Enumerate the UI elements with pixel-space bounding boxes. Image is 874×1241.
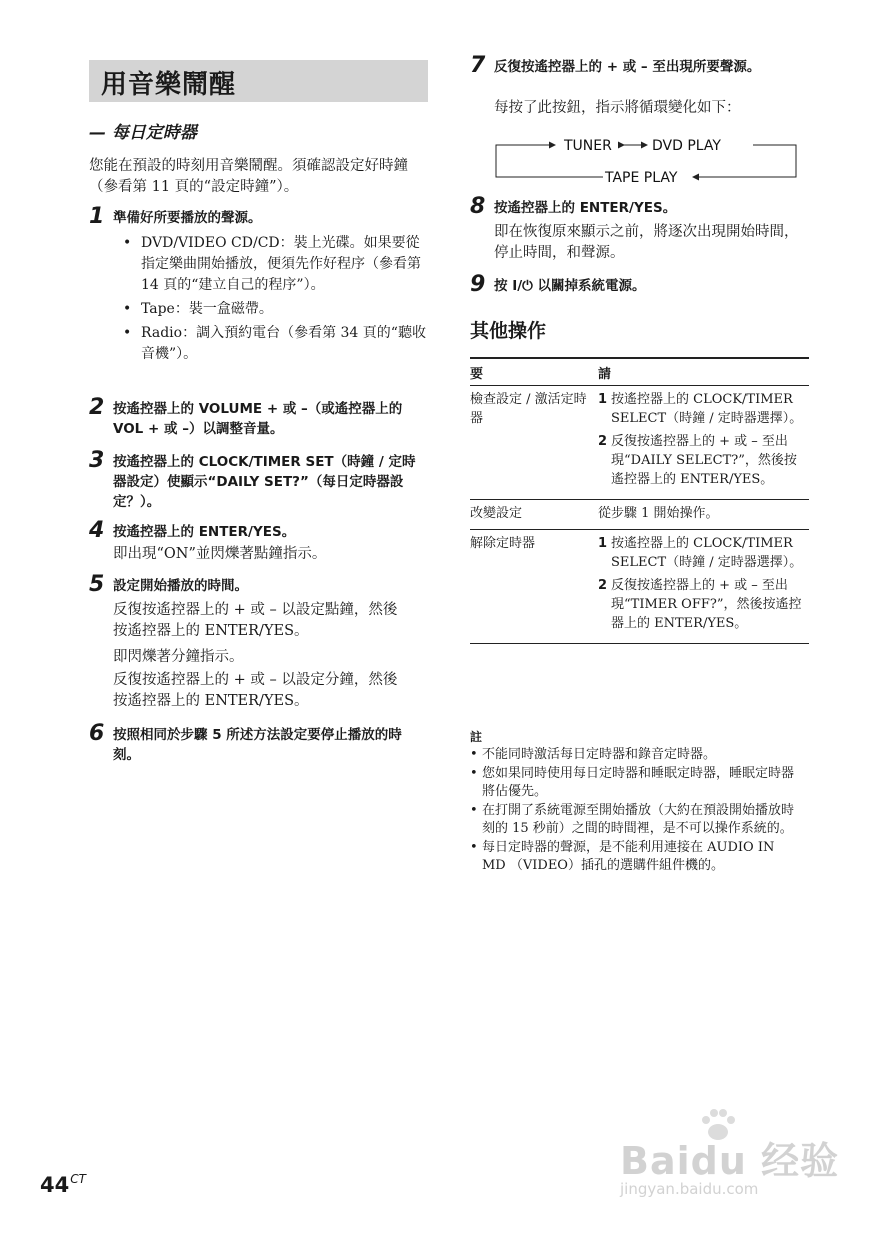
step-body: 每按了此按鈕，指示將循環變化如下： (494, 100, 741, 116)
section-subtitle: — 每日定時器 (89, 123, 197, 143)
step-heading: 按遙控器上的 VOLUME + 或 –（或遙控器上的 VOL + 或 –）以調整音量。 (113, 401, 403, 437)
step-body: 即出現“ON”並閃爍著點鐘指示。 (113, 546, 327, 562)
table-row (470, 530, 809, 644)
watermark-brand: Baidu 经验 (620, 1139, 840, 1183)
substep: 1 按遙控器上的 CLOCK/TIMER SELECT（時鐘 / 定時器選擇）。 (598, 536, 803, 570)
substep-text: 按遙控器上的 CLOCK/TIMER SELECT（時鐘 / 定時器選擇）。 (611, 392, 803, 426)
step-6 (89, 721, 429, 769)
source-cycle-diagram (495, 133, 798, 185)
step-number: 2 (89, 395, 105, 420)
substep: 1 按遙控器上的 CLOCK/TIMER SELECT（時鐘 / 定時器選擇）。 (598, 392, 803, 426)
step-heading: 設定開始播放的時間。 (113, 578, 248, 594)
step-number: 5 (89, 572, 105, 597)
col-header-want: 要 (470, 358, 598, 386)
table-cell: 從步驟 1 開始操作。 (598, 500, 809, 530)
step-number: 1 (89, 204, 105, 229)
list-item: • Radio：調入預約電台（參看第 34 頁的“聽收音機”）。 (120, 323, 430, 365)
baidu-watermark (620, 1108, 840, 1208)
tuner-label: TUNER (564, 138, 612, 154)
step-9 (470, 272, 810, 300)
substep-text: 按遙控器上的 CLOCK/TIMER SELECT（時鐘 / 定時器選擇）。 (611, 536, 803, 570)
step-4 (89, 518, 429, 568)
step-body: 即閃爍著分鐘指示。 (113, 649, 244, 665)
page-number (40, 1172, 86, 1197)
source-list (120, 233, 430, 368)
step-heading: 反復按遙控器上的 + 或 – 至出現所要聲源。 (494, 59, 761, 75)
page-title: 用音樂鬧醒 (101, 70, 237, 100)
step-heading: 按遙控器上的 ENTER/YES。 (494, 200, 677, 216)
step-body: 反復按遙控器上的 + 或 – 以設定分鐘，然後按遙控器上的 ENTER/YES。 (113, 672, 398, 709)
list-item: • DVD/VIDEO CD/CD：裝上光碟。如果要從指定樂曲開始播放，便須先作好程序（參看第 14 頁的“建立自己的程序”）。 (120, 233, 430, 296)
notes-heading: 註 (470, 730, 483, 744)
table-cell: 檢查設定 / 激活定時器 (470, 386, 598, 500)
step-number: 4 (89, 518, 105, 543)
note-item: • 在打開了系統電源至開始播放（大約在預設開始播放時刻的 15 秒前）之間的時間裡，是不可以操作系統的。 (470, 802, 800, 838)
note-item: • 不能同時激活每日定時器和錄音定時器。 (470, 746, 800, 764)
substep-text: 反復按遙控器上的 + 或 – 至出現“DAILY SELECT?”，然後按遙控器上的 ENTER/YES。 (611, 434, 797, 487)
note-item: • 您如果同時使用每日定時器和睡眠定時器，睡眠定時器將佔優先。 (470, 765, 800, 801)
step-heading: 按照相同於步驟 5 所述方法設定要停止播放的時刻。 (113, 727, 402, 763)
step-number: 6 (89, 721, 105, 746)
list-item: • Tape：裝一盒磁帶。 (120, 299, 430, 320)
step-7 (470, 53, 810, 127)
dvd-play-label: DVD PLAY (652, 138, 721, 154)
step-8 (470, 194, 810, 268)
tape-play-label: TAPE PLAY (605, 170, 678, 185)
step-2 (89, 395, 429, 443)
col-header-do: 請 (598, 358, 809, 386)
table-row (470, 500, 809, 530)
step-3 (89, 448, 429, 512)
step-heading: 按遙控器上的 ENTER/YES。 (113, 524, 296, 540)
step-number: 8 (470, 194, 486, 219)
table-cell: 解除定時器 (470, 530, 598, 644)
section-title-bar (89, 60, 428, 102)
page-suffix: CT (70, 1172, 86, 1186)
step-heading: 按 I/⏻ 以關掉系統電源。 (494, 278, 646, 294)
substep: 2 反復按遙控器上的 + 或 – 至出現“TIMER OFF?”，然後按遙控器上的 ENTER/YES。 (598, 578, 802, 631)
table-header-row (470, 358, 809, 386)
step-heading: 準備好所要播放的聲源。 (113, 210, 262, 226)
table-cell (598, 530, 809, 644)
step-1 (89, 204, 429, 230)
substep-text: 反復按遙控器上的 + 或 – 至出現“TIMER OFF?”，然後按遙控器上的 ENTER/YES。 (611, 578, 802, 631)
table-heading: 其他操作 (470, 320, 547, 342)
notes-list (470, 746, 800, 876)
table-cell: 改變設定 (470, 500, 598, 530)
step-heading: 按遙控器上的 CLOCK/TIMER SET（時鐘 / 定時器設定）使顯示“DAILY SET?”（每日定時器設定？）。 (113, 454, 416, 510)
step-body: 反復按遙控器上的 + 或 – 以設定點鐘，然後按遙控器上的 ENTER/YES。 (113, 602, 398, 639)
watermark-url: jingyan.baidu.com (620, 1180, 759, 1198)
table-row (470, 386, 809, 500)
step-number: 7 (470, 53, 486, 78)
step-5 (89, 572, 429, 716)
other-operations-table (470, 357, 809, 644)
table-cell (598, 386, 809, 500)
page-number-value: 44 (40, 1173, 70, 1197)
step-number: 9 (470, 272, 486, 297)
substep: 2 反復按遙控器上的 + 或 – 至出現“DAILY SELECT?”，然後按遙控器上的 ENTER/YES。 (598, 434, 797, 487)
intro-paragraph: 您能在預設的時刻用音樂鬧醒。須確認設定好時鐘（參看第 11 頁的“設定時鐘”）。 (89, 158, 408, 195)
step-body: 即在恢復原來顯示之前，將逐次出現開始時間，停止時間，和聲源。 (494, 224, 799, 261)
step-number: 3 (89, 448, 105, 473)
note-item: • 每日定時器的聲源，是不能利用連接在 AUDIO IN MD （VIDEO）插孔的選購件組件機的。 (470, 839, 800, 875)
